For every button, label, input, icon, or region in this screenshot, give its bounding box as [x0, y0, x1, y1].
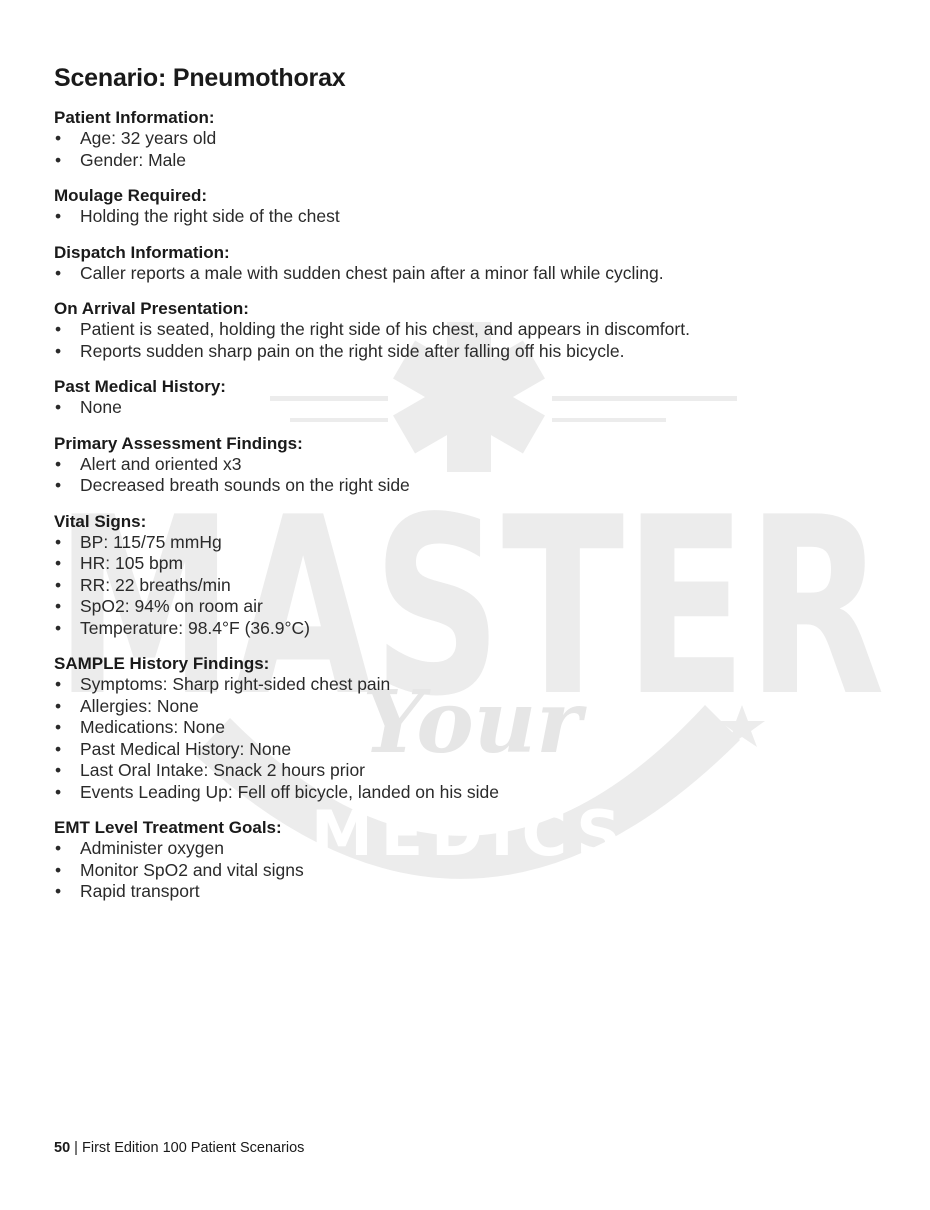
section-heading: Past Medical History: — [54, 377, 226, 396]
list-item: • Allergies: None — [54, 696, 874, 718]
bullet-list — [54, 263, 874, 285]
section-heading: Dispatch Information: — [54, 242, 230, 262]
section — [54, 107, 874, 171]
list-item: • SpO2: 94% on room air — [54, 596, 874, 618]
list-item: • Medications: None — [54, 717, 874, 739]
section — [54, 511, 874, 640]
list-item: • Past Medical History: None — [54, 739, 874, 761]
list-item: • None — [54, 397, 874, 419]
scenario-content — [54, 64, 874, 917]
list-item: • RR: 22 breaths/min — [54, 575, 874, 597]
list-item: • Monitor SpO2 and vital signs — [54, 860, 874, 882]
list-item: • Decreased breath sounds on the right side — [54, 475, 874, 497]
section-heading: Moulage Required: — [54, 186, 208, 205]
list-item: • Age: 32 years old — [54, 128, 874, 150]
section — [54, 242, 874, 285]
section — [54, 817, 874, 903]
watermark-line-2: Your — [362, 672, 582, 773]
section-heading: EMT Level Treatment Goals: — [54, 818, 282, 837]
list-item: • Rapid transport — [54, 881, 874, 903]
footer-text: First Edition 100 Patient Scenarios — [81, 1140, 305, 1156]
list-item: • Administer oxygen — [54, 838, 874, 860]
list-item: • BP: 115/75 mmHg — [54, 532, 874, 554]
list-item: • Caller reports a male with sudden chest pain after a minor fall while cycling. — [54, 263, 874, 285]
section — [54, 298, 874, 362]
bullet-list — [54, 397, 874, 419]
bullet-list — [54, 838, 874, 903]
page-number: 50 — [54, 1140, 71, 1156]
list-item: • Temperature: 98.4°F (36.9°C) — [54, 618, 874, 640]
section-heading: Primary Assessment Findings: — [54, 433, 303, 453]
section-heading: On Arrival Presentation: — [54, 299, 249, 318]
list-item: • Patient is seated, holding the right side of his chest, and appears in discomfort. — [54, 319, 874, 341]
list-item: • Events Leading Up: Fell off bicycle, landed on his side — [54, 782, 874, 804]
watermark-line-3: MEDICS — [311, 797, 629, 870]
watermark-line-1: MASTER — [55, 465, 885, 750]
list-item: • HR: 105 bpm — [54, 553, 874, 575]
list-item: • Reports sudden sharp pain on the right side after falling off his bicycle. — [54, 341, 874, 363]
bullet-list — [54, 128, 874, 171]
bullet-list — [54, 319, 874, 362]
list-item: • Symptoms: Sharp right-sided chest pain — [54, 674, 874, 696]
bullet-list — [54, 454, 874, 497]
section — [54, 376, 874, 419]
bullet-list — [54, 206, 874, 228]
bullet-list — [54, 532, 874, 640]
section-heading: Patient Information: — [54, 108, 215, 127]
section — [54, 185, 874, 228]
list-item: • Gender: Male — [54, 150, 874, 172]
bullet-list — [54, 674, 874, 803]
sections-list — [54, 107, 874, 903]
section — [54, 653, 874, 803]
list-item: • Alert and oriented x3 — [54, 454, 874, 476]
page-footer — [54, 1140, 304, 1156]
section-heading: Vital Signs: — [54, 511, 147, 531]
footer-separator: | — [74, 1140, 78, 1156]
page-title: Scenario: Pneumothorax — [54, 64, 346, 92]
section-heading: SAMPLE History Findings: — [54, 654, 270, 673]
list-item: • Holding the right side of the chest — [54, 206, 874, 228]
section — [54, 433, 874, 497]
list-item: • Last Oral Intake: Snack 2 hours prior — [54, 760, 874, 782]
